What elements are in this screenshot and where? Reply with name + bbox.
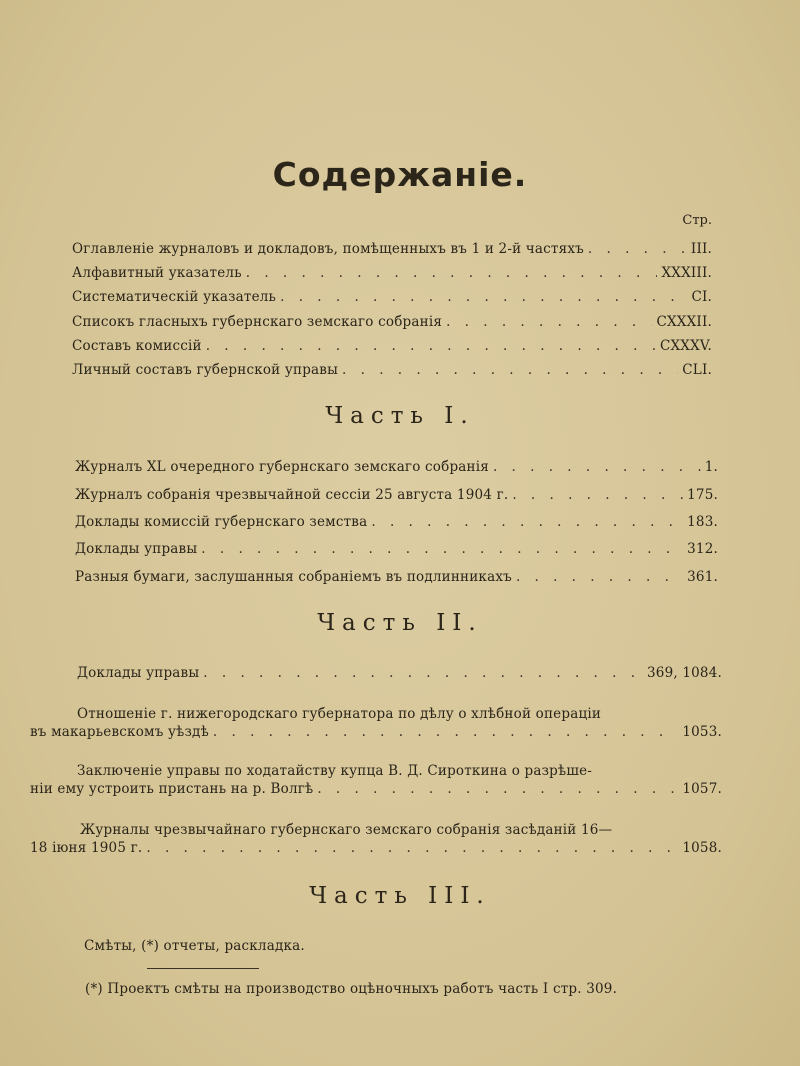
toc-entry-page: 1057. <box>682 781 722 797</box>
toc-entry-title-line2: ніи ему устроить пристань на р. Волгѣ <box>30 781 314 797</box>
toc-entry-page: 175. <box>687 487 718 503</box>
footnote: (*) Проектъ смѣты на производство оцѣночныхъ работъ часть I стр. 309. <box>85 981 618 997</box>
toc-entry-page: CXXXII. <box>656 314 712 330</box>
toc-entry-title: Доклады управы <box>75 541 198 557</box>
toc-entry <box>72 314 712 330</box>
toc-entry <box>30 840 722 856</box>
part-3-heading: Часть III. <box>309 883 491 909</box>
leader-dots <box>206 338 656 354</box>
toc-entry-page: 369, 1084. <box>647 665 722 681</box>
toc-entry-title-line2: 18 іюня 1905 г. <box>30 840 143 856</box>
toc-entry <box>30 781 722 797</box>
toc-entry-title: Составъ комиссій <box>72 338 202 354</box>
toc-entry-title: Систематическій указатель <box>72 289 277 305</box>
toc-entry <box>77 665 722 681</box>
leader-dots <box>516 569 683 585</box>
toc-entry-title-line1: Журналы чрезвычайнаго губернскаго земскаго собранія засѣданій 16— <box>80 822 613 838</box>
toc-entry-page: 312. <box>687 541 718 557</box>
leader-dots <box>146 840 678 856</box>
toc-entry-page: 183. <box>687 514 718 530</box>
leader-dots <box>371 514 683 530</box>
leader-dots <box>213 724 678 740</box>
toc-entry-title: Личный составъ губернской управы <box>72 362 339 378</box>
toc-entry-page: CLI. <box>682 362 712 378</box>
toc-entry-title-line1: Отношеніе г. нижегородскаго губернатора по дѣлу о хлѣбной операціи <box>77 706 602 722</box>
toc-entry <box>72 241 712 257</box>
toc-entry <box>72 265 712 281</box>
leader-dots <box>512 487 683 503</box>
toc-entry-title: Смѣты, (*) отчеты, раскладка. <box>84 938 305 954</box>
toc-entry-title: Оглавленіе журналовъ и докладовъ, помѣщенныхъ въ 1 и 2-й частяхъ <box>72 241 584 257</box>
toc-entry <box>30 724 722 740</box>
toc-entry <box>75 541 718 557</box>
page-title: Содержаніе. <box>272 155 528 194</box>
toc-entry-page: 1. <box>704 459 718 475</box>
toc-entry-page: CI. <box>691 289 712 305</box>
leader-dots <box>246 265 658 281</box>
toc-entry-title: Алфавитный указатель <box>72 265 242 281</box>
leader-dots <box>280 289 687 305</box>
part-1-heading: Часть I. <box>325 403 475 429</box>
toc-entry <box>72 338 712 354</box>
page-column-label: Стр. <box>682 213 712 228</box>
toc-entry-title: Доклады управы <box>77 665 200 681</box>
toc-entry <box>75 569 718 585</box>
toc-entry <box>75 487 718 503</box>
toc-entry-title: Доклады комиссій губернскаго земства <box>75 514 368 530</box>
leader-dots <box>493 459 701 475</box>
toc-entry <box>72 362 712 378</box>
leader-dots <box>203 665 643 681</box>
toc-entry-page: XXXIII. <box>661 265 712 281</box>
toc-entry-page: CXXXV. <box>659 338 712 354</box>
leader-dots <box>342 362 678 378</box>
leader-dots <box>317 781 678 797</box>
toc-entry-page: 1058. <box>682 840 722 856</box>
toc-entry <box>75 459 718 475</box>
toc-entry <box>75 514 718 530</box>
leader-dots <box>446 314 652 330</box>
toc-entry-page: 1053. <box>682 724 722 740</box>
leader-dots <box>588 241 687 257</box>
toc-entry-title: Списокъ гласныхъ губернскаго земскаго собранія <box>72 314 443 330</box>
part-2-heading: Часть II. <box>317 610 483 636</box>
toc-entry-page: 361. <box>687 569 718 585</box>
toc-entry-title-line1: Заключеніе управы по ходатайству купца В. Д. Сироткина о разрѣше- <box>77 763 593 779</box>
toc-entry-title-line2: въ макарьевскомъ уѣздѣ <box>30 724 209 740</box>
toc-entry-title: Журналъ собранія чрезвычайной сессіи 25 августа 1904 г. <box>75 487 509 503</box>
toc-entry <box>72 289 712 305</box>
footnote-rule <box>147 968 259 969</box>
toc-entry-page: III. <box>690 241 712 257</box>
toc-entry-title: Разныя бумаги, заслушанныя собраніемъ въ подлинникахъ <box>75 569 512 585</box>
toc-entry-title: Журналъ XL очередного губернскаго земскаго собранія <box>75 459 489 475</box>
leader-dots <box>201 541 683 557</box>
